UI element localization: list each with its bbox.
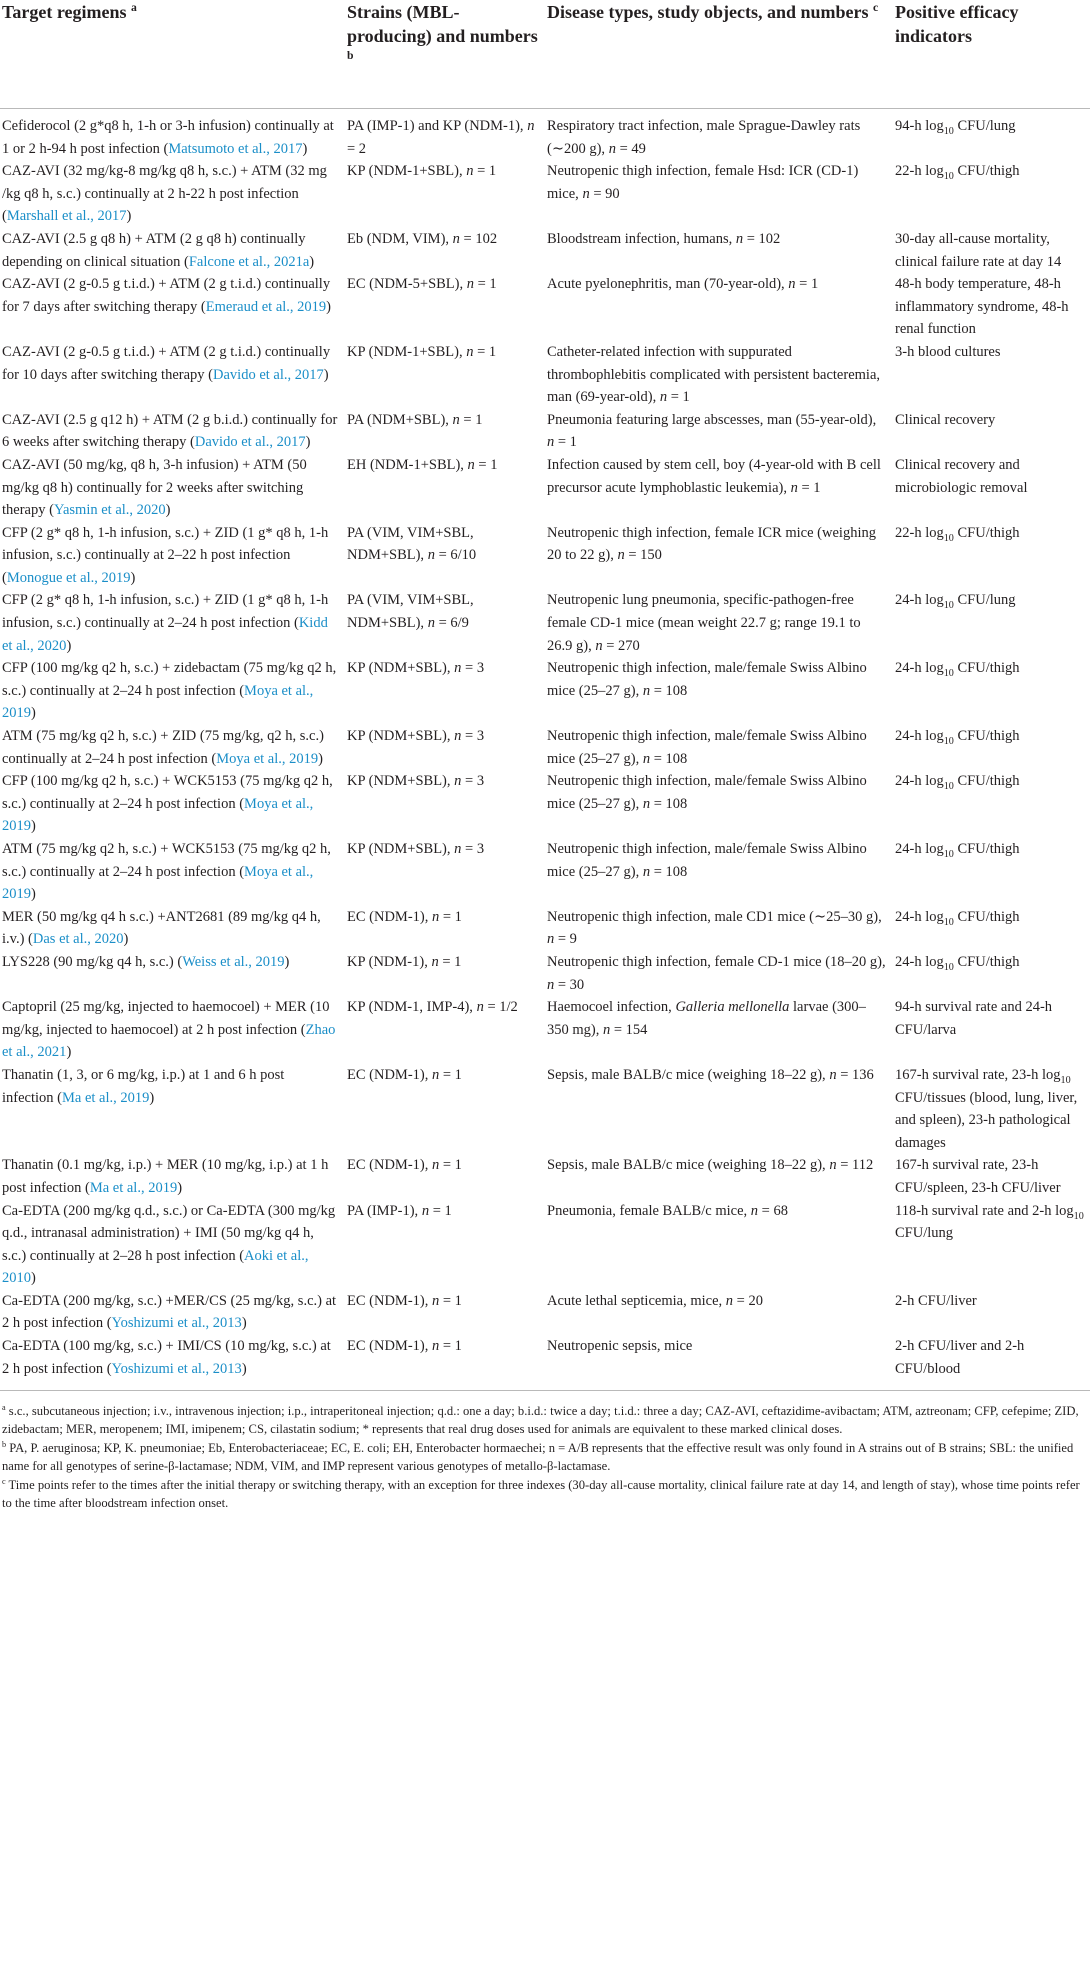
header-efficacy-indicators: Positive efficacy indicators [893,0,1090,109]
cell-disease: Sepsis, male BALB/c mice (weighing 18–22 g), n = 136 [547,1066,874,1083]
cell-indicator: 94-h $\log_{10}$ CFU/lung [895,118,1016,137]
cell-disease: Pneumonia featuring large abscesses, man (55-year-old), n = 1 [547,411,877,451]
table-row [0,838,1090,906]
cell-strain: PA (VIM, VIM+SBL, NDM+SBL), n = 6/9 [347,592,474,632]
header-disease-types: Disease types, study objects, and numbers $^c$ [545,0,893,109]
regimen-text: Ca-EDTA (200 mg/kg q.d., s.c.) or Ca-EDTA (300 mg/kg q.d., intranasal administration) + IMI (50 mg/kg q4 h, s.c.) continually at 2–28 h post infection [2,1202,336,1264]
cell-disease: Bloodstream infection, humans, n = 102 [547,230,781,247]
citation-link[interactable]: Moya et al., 2019 [2,682,314,722]
cell-strain: PA (IMP-1), n = 1 [347,1202,452,1219]
citation-link[interactable]: Yasmin et al., 2020 [53,502,166,519]
cell-regimen: Thanatin (0.1 mg/kg, i.p.) + MER (10 mg/kg, i.p.) at 1 h post infection (Ma et al., 2019) [2,1157,329,1196]
cell-disease: Sepsis, male BALB/c mice (weighing 18–22 g), n = 112 [547,1157,874,1174]
regimen-text: MER (50 mg/kg q4 h s.c.) +ANT2681 (89 mg/kg q4 h, i.v.) [2,908,321,948]
header-target-regimens: Target regimens $^a$ [0,0,345,109]
cell-disease: Catheter-related infection with suppurated thrombophlebitis complicated with persistent bacteremia, man (69-year-old), n = 1 [547,343,881,406]
citation-link[interactable]: Kidd et al., 2020 [2,615,328,654]
cell-disease: Haemocoel infection, Galleria mellonella larvae (300–350 mg), n = 154 [547,999,866,1038]
cell-indicator: 2-h CFU/liver [895,1292,977,1309]
table-row [0,454,1090,522]
regimen-text: CFP (2 g* q8 h, 1-h infusion, s.c.) + ZID (1 g* q8 h, 1-h infusion, s.c.) continually at 2–24 h post infection [2,592,329,632]
regimen-text: LYS228 (90 mg/kg q4 h, s.c.) [2,953,174,970]
cell-indicator: 24-h $\log_{10}$ CFU/thigh [895,660,1020,680]
regimen-text: Thanatin (0.1 mg/kg, i.p.) + MER (10 mg/kg, i.p.) at 1 h post infection [2,1157,329,1196]
citation-link[interactable]: Monogue et al., 2019 [6,569,131,586]
cell-regimen: ATM (75 mg/kg q2 h, s.c.) + ZID (75 mg/kg, q2 h, s.c.) continually at 2–24 h post infection (Moya et al., 2019) [2,728,324,767]
cell-regimen: CAZ-AVI (50 mg/kg, q8 h, 3-h infusion) + ATM (50 mg/kg q8 h) continually for 2 weeks after switching therapy (Yasmin et al., 2020) [2,456,307,519]
cell-indicator: 24-h $\log_{10}$ CFU/thigh [895,908,1020,928]
cell-indicator: 3-h blood cultures [895,343,1001,360]
cell-indicator: 48-h body temperature, 48-h inflammatory syndrome, 48-h renal function [895,276,1069,338]
citation-link[interactable]: Ma et al., 2019 [89,1179,178,1196]
cell-regimen: CAZ-AVI (2.5 g q12 h) + ATM (2 g b.i.d.) continually for 6 weeks after switching therapy (Davido et al., 2017) [2,411,338,451]
cell-strain: EC (NDM-5+SBL), n = 1 [347,276,497,293]
cell-strain: PA (IMP-1) and KP (NDM-1), n = 2 [347,118,535,157]
citation-link[interactable]: Matsumoto et al., 2017 [168,140,303,157]
cell-disease: Neutropenic thigh infection, male/female Swiss Albino mice (25–27 g), n = 108 [547,660,867,699]
table-row [0,770,1090,838]
regimen-text: CAZ-AVI (2.5 g q8 h) + ATM (2 g q8 h) continually depending on clinical situation [2,230,306,270]
regimen-text: Thanatin (1, 3, or 6 mg/kg, i.p.) at 1 and 6 h post infection [2,1066,285,1106]
cell-regimen: CAZ-AVI (2 g-0.5 g t.i.d.) + ATM (2 g t.i.d.) continually for 10 days after switching therapy (Davido et al., 2017) [2,343,331,383]
cell-disease: Neutropenic thigh infection, female ICR mice (weighing 20 to 22 g), n = 150 [547,524,876,564]
cell-strain: EH (NDM-1+SBL), n = 1 [347,456,498,473]
regimen-text: CAZ-AVI (2 g-0.5 g t.i.d.) + ATM (2 g t.i.d.) continually for 7 days after switching therapy [2,276,331,315]
citation-link[interactable]: Ma et al., 2019 [62,1089,150,1106]
citation-link[interactable]: Davido et al., 2017 [194,434,306,451]
citation-link[interactable]: Emeraud et al., 2019 [205,298,327,315]
cell-regimen: CAZ-AVI (32 mg/kg-8 mg/kg q8 h, s.c.) + ATM (32 mg /kg q8 h, s.c.) continually at 2 h-22 h post infection (Marshall et al., 2017) [2,163,327,225]
cell-regimen: CFP (2 g* q8 h, 1-h infusion, s.c.) + ZID (1 g* q8 h, 1-h infusion, s.c.) continually at 2–24 h post infection (Kidd et al., 2020) [2,592,329,654]
citation-link[interactable]: Davido et al., 2017 [213,366,324,383]
regimen-text: CAZ-AVI (2 g-0.5 g t.i.d.) + ATM (2 g t.i.d.) continually for 10 days after switching therapy [2,343,331,383]
cell-strain: EC (NDM-1), n = 1 [347,908,462,925]
cell-indicator: 118-h survival rate and 2-h $\log_{10}$ CFU/lung [895,1202,1084,1242]
cell-strain: KP (NDM+SBL), n = 3 [347,773,485,790]
cell-indicator: 24-h $\log_{10}$ CFU/lung [895,592,1016,612]
regimen-text: Ca-EDTA (200 mg/kg, s.c.) +MER/CS (25 mg/kg, s.c.) at 2 h post infection [2,1292,337,1332]
cell-disease: Neutropenic thigh infection, male CD1 mice (∼25–30 g), n = 9 [547,908,882,948]
cell-indicator: 22-h $\log_{10}$ CFU/thigh [895,163,1020,183]
cell-regimen: CAZ-AVI (2 g-0.5 g t.i.d.) + ATM (2 g t.i.d.) continually for 7 days after switching therapy (Emeraud et al., 2019) [2,276,331,315]
cell-indicator: Clinical recovery and microbiologic removal [895,456,1028,496]
regimen-text: CAZ-AVI (50 mg/kg, q8 h, 3-h infusion) + ATM (50 mg/kg q8 h) continually for 2 weeks after switching therapy [2,456,307,519]
table-row [0,109,1090,161]
regimen-text: Captopril (25 mg/kg, injected to haemocoel) + MER (10 mg/kg, injected to haemocoel) at 2 h post infection [2,999,330,1038]
cell-indicator: 24-h $\log_{10}$ CFU/thigh [895,953,1020,973]
cell-disease: Acute lethal septicemia, mice, n = 20 [547,1292,763,1309]
cell-indicator: 22-h $\log_{10}$ CFU/thigh [895,524,1020,544]
regimen-text: ATM (75 mg/kg q2 h, s.c.) + WCK5153 (75 mg/kg q2 h, s.c.) continually at 2–24 h post infection [2,841,331,880]
table-header-row [0,0,1090,109]
cell-indicator: 2-h CFU/liver and 2-h CFU/blood [893,1335,1090,1391]
table-row [0,273,1090,341]
regimen-text: CAZ-AVI (2.5 g q12 h) + ATM (2 g b.i.d.) continually for 6 weeks after switching therapy [2,411,338,451]
header-strains: Strains (MBL-producing) and numbers $^b$ [345,0,545,109]
cell-strain: EC (NDM-1), n = 1 [347,1066,462,1083]
cell-indicator: 24-h $\log_{10}$ CFU/thigh [895,728,1020,747]
cell-regimen: CAZ-AVI (2.5 g q8 h) + ATM (2 g q8 h) continually depending on clinical situation (Falcone et al., 2021a) [2,230,315,270]
cell-disease: Neutropenic thigh infection, female Hsd: ICR (CD-1) mice, n = 90 [547,163,859,202]
cell-regimen: Ca-EDTA (200 mg/kg q.d., s.c.) or Ca-EDTA (300 mg/kg q.d., intranasal administration) + IMI (50 mg/kg q4 h, s.c.) continually at 2–28 h post infection (Aoki et al., 2010) [2,1202,336,1287]
cell-disease: Pneumonia, female BALB/c mice, n = 68 [547,1202,788,1219]
cell-regimen: ATM (75 mg/kg q2 h, s.c.) + WCK5153 (75 mg/kg q2 h, s.c.) continually at 2–24 h post infection (Moya et al., 2019) [2,841,331,903]
citation-link[interactable]: Falcone et al., 2021a [188,253,310,270]
cell-disease: Neutropenic thigh infection, male/female Swiss Albino mice (25–27 g), n = 108 [547,728,867,767]
cell-indicator: 24-h $\log_{10}$ CFU/thigh [895,841,1020,860]
table-row [0,341,1090,409]
cell-regimen: Ca-EDTA (100 mg/kg, s.c.) + IMI/CS (10 mg/kg, s.c.) at 2 h post infection (Yoshizumi et al., 2013) [0,1335,345,1391]
regimen-text: CAZ-AVI (32 mg/kg-8 mg/kg q8 h, s.c.) + ATM (32 mg /kg q8 h, s.c.) continually at 2 h-22 h post infection [2,163,327,202]
cell-regimen: Cefiderocol (2 g*q8 h, 1-h or 3-h infusion) continually at 1 or 2 h-94 h post infection (Matsumoto et al., 2017) [2,118,334,157]
cell-indicator: 30-day all-cause mortality, clinical failure rate at day 14 [895,230,1062,270]
table-footnotes [0,1391,1090,1512]
regimen-text: ATM (75 mg/kg q2 h, s.c.) + ZID (75 mg/kg, q2 h, s.c.) continually at 2–24 h post infection [2,728,324,767]
cell-strain: KP (NDM-1+SBL), n = 1 [347,163,497,180]
cell-disease: Acute pyelonephritis, man (70-year-old), n = 1 [547,276,819,293]
cell-strain: KP (NDM+SBL), n = 3 [347,841,485,857]
footnote-c: $^c$ Time points refer to the times after the initial therapy or switching therapy, with an exception for three indexes (30-day all-cause mortality, clinical failure rate at day 14, and length of stay), whose time points refer to the time after bloodstream infection onset. [2,1477,1080,1510]
citation-link[interactable]: Yoshizumi et al., 2013 [111,1360,242,1377]
cell-disease: Neutropenic thigh infection, male/female Swiss Albino mice (25–27 g), n = 108 [547,841,867,880]
regimen-text: CFP (100 mg/kg q2 h, s.c.) + WCK5153 (75 mg/kg q2 h, s.c.) continually at 2–24 h post infection [2,773,333,812]
cell-strain: EC (NDM-1), n = 1 [347,1157,462,1174]
table-row [0,1064,1090,1154]
cell-regimen: CFP (2 g* q8 h, 1-h infusion, s.c.) + ZID (1 g* q8 h, 1-h infusion, s.c.) continually at 2–22 h post infection (Monogue et al., 2019) [2,524,329,586]
cell-regimen: LYS228 (90 mg/kg q4 h, s.c.) (Weiss et al., 2019) [2,953,290,970]
table-row [0,228,1090,273]
table-row [0,409,1090,454]
cell-disease: Infection caused by stem cell, boy (4-year-old with B cell precursor acute lymphoblastic leukemia), n = 1 [547,456,881,496]
table-row [0,1154,1090,1199]
cell-regimen: CFP (100 mg/kg q2 h, s.c.) + WCK5153 (75 mg/kg q2 h, s.c.) continually at 2–24 h post infection (Moya et al., 2019) [2,773,333,835]
cell-indicator: 94-h survival rate and 24-h CFU/larva [895,999,1053,1038]
cell-disease: Neutropenic thigh infection, female CD-1 mice (18–20 g), n = 30 [547,953,886,993]
table-row [0,1200,1090,1290]
cell-indicator: 24-h $\log_{10}$ CFU/thigh [895,773,1020,793]
cell-regimen: MER (50 mg/kg q4 h s.c.) +ANT2681 (89 mg/kg q4 h, i.v.) (Das et al., 2020) [2,908,321,948]
table-row [0,951,1090,996]
table-row [0,906,1090,951]
cell-disease: Neutropenic lung pneumonia, specific-pathogen-free female CD-1 mice (mean weight 22.7 g; range 19.1 to 26.9 g), n = 270 [547,592,861,654]
citation-link[interactable]: Marshall et al., 2017 [6,208,127,225]
table-row [0,160,1090,228]
regimen-text: Ca-EDTA (100 mg/kg, s.c.) + IMI/CS (10 mg/kg, s.c.) at 2 h post infection [2,1338,331,1377]
cell-strain: KP (NDM+SBL), n = 3 [347,728,485,745]
footnote-b: $^b$ PA, P. aeruginosa; KP, K. pneumoniae; Eb, Enterobacteriaceae; EC, E. coli; EH, Enterobacter hormaechei; n = A/B represents that the effective result was only found in A strains out of B strains; SBL: the unified name for all genotypes of serine-β-lactamase; NDM, VIM, and IMP represent various genotypes of metallo-β-lactamase. [2,1440,1074,1473]
regimen-text: CFP (2 g* q8 h, 1-h infusion, s.c.) + ZID (1 g* q8 h, 1-h infusion, s.c.) continually at 2–22 h post infection [2,524,329,564]
cell-indicator: Clinical recovery [895,411,996,428]
table-row [0,522,1090,590]
cell-regimen: Captopril (25 mg/kg, injected to haemocoel) + MER (10 mg/kg, injected to haemocoel) at 2 h post infection (Zhao et al., 2021) [2,999,336,1061]
cell-strain: EC (NDM-1), n = 1 [347,1292,462,1309]
citation-link[interactable]: Zhao et al., 2021 [2,1021,336,1061]
table-row [0,1335,1090,1391]
table-row [0,996,1090,1064]
table-row [0,589,1090,657]
citation-link[interactable]: Yoshizumi et al., 2013 [111,1315,242,1332]
table-row [0,657,1090,725]
table-row [0,725,1090,770]
citation-link[interactable]: Aoki et al., 2010 [2,1247,309,1287]
citation-link[interactable]: Moya et al., 2019 [2,795,314,835]
cell-disease: Respiratory tract infection, male Sprague-Dawley rats (∼200 g), n = 49 [547,118,861,157]
citation-link[interactable]: Moya et al., 2019 [216,750,319,767]
cell-disease: Neutropenic thigh infection, male/female Swiss Albino mice (25–27 g), n = 108 [547,773,867,812]
table-row [0,1290,1090,1335]
cell-indicator: 167-h survival rate, 23-h CFU/spleen, 23-h CFU/liver [895,1157,1061,1196]
citation-link[interactable]: Das et al., 2020 [32,931,124,948]
cell-indicator: 167-h survival rate, 23-h $\log_{10}$ CFU/tissues (blood, lung, liver, and spleen), 23-h pathological damages [895,1066,1078,1151]
cell-strain: Eb (NDM, VIM), n = 102 [347,230,498,247]
cell-regimen: CFP (100 mg/kg q2 h, s.c.) + zidebactam (75 mg/kg q2 h, s.c.) continually at 2–24 h post infection (Moya et al., 2019) [2,660,337,722]
cell-strain: KP (NDM-1), n = 1 [347,953,462,970]
cell-strain: EC (NDM-1), n = 1 [345,1335,545,1391]
cell-regimen: Thanatin (1, 3, or 6 mg/kg, i.p.) at 1 and 6 h post infection (Ma et al., 2019) [2,1066,285,1106]
cell-strain: KP (NDM+SBL), n = 3 [347,660,485,677]
cell-regimen: Ca-EDTA (200 mg/kg, s.c.) +MER/CS (25 mg/kg, s.c.) at 2 h post infection (Yoshizumi et al., 2013) [2,1292,337,1332]
cell-strain: KP (NDM-1, IMP-4), n = 1/2 [347,999,518,1016]
footnote-a: $^a$ s.c., subcutaneous injection; i.v., intravenous injection; i.p., intraperitoneal injection; q.d.: one a day; b.i.d.: twice a day; t.i.d.: three a day; CAZ-AVI, ceftazidime-avibactam; ATM, aztreonam; CFP, cefepime; ZID, zidebactam; MER, meropenem; IMI, imipenem; CS, cilastatin sodium; * represents that real drug doses used for animals are equivalent to these marked clinical doses. [2,1403,1079,1436]
citation-link[interactable]: Moya et al., 2019 [2,863,314,903]
regimen-text: CFP (100 mg/kg q2 h, s.c.) + zidebactam (75 mg/kg q2 h, s.c.) continually at 2–24 h post infection [2,660,337,699]
regimen-text: Cefiderocol (2 g*q8 h, 1-h or 3-h infusion) continually at 1 or 2 h-94 h post infection [2,118,334,157]
citation-link[interactable]: Weiss et al., 2019 [182,953,285,970]
cell-strain: KP (NDM-1+SBL), n = 1 [347,343,497,360]
cell-strain: PA (NDM+SBL), n = 1 [347,411,483,428]
cell-disease: Neutropenic sepsis, mice [545,1335,893,1391]
cell-strain: PA (VIM, VIM+SBL, NDM+SBL), n = 6/10 [347,524,477,564]
